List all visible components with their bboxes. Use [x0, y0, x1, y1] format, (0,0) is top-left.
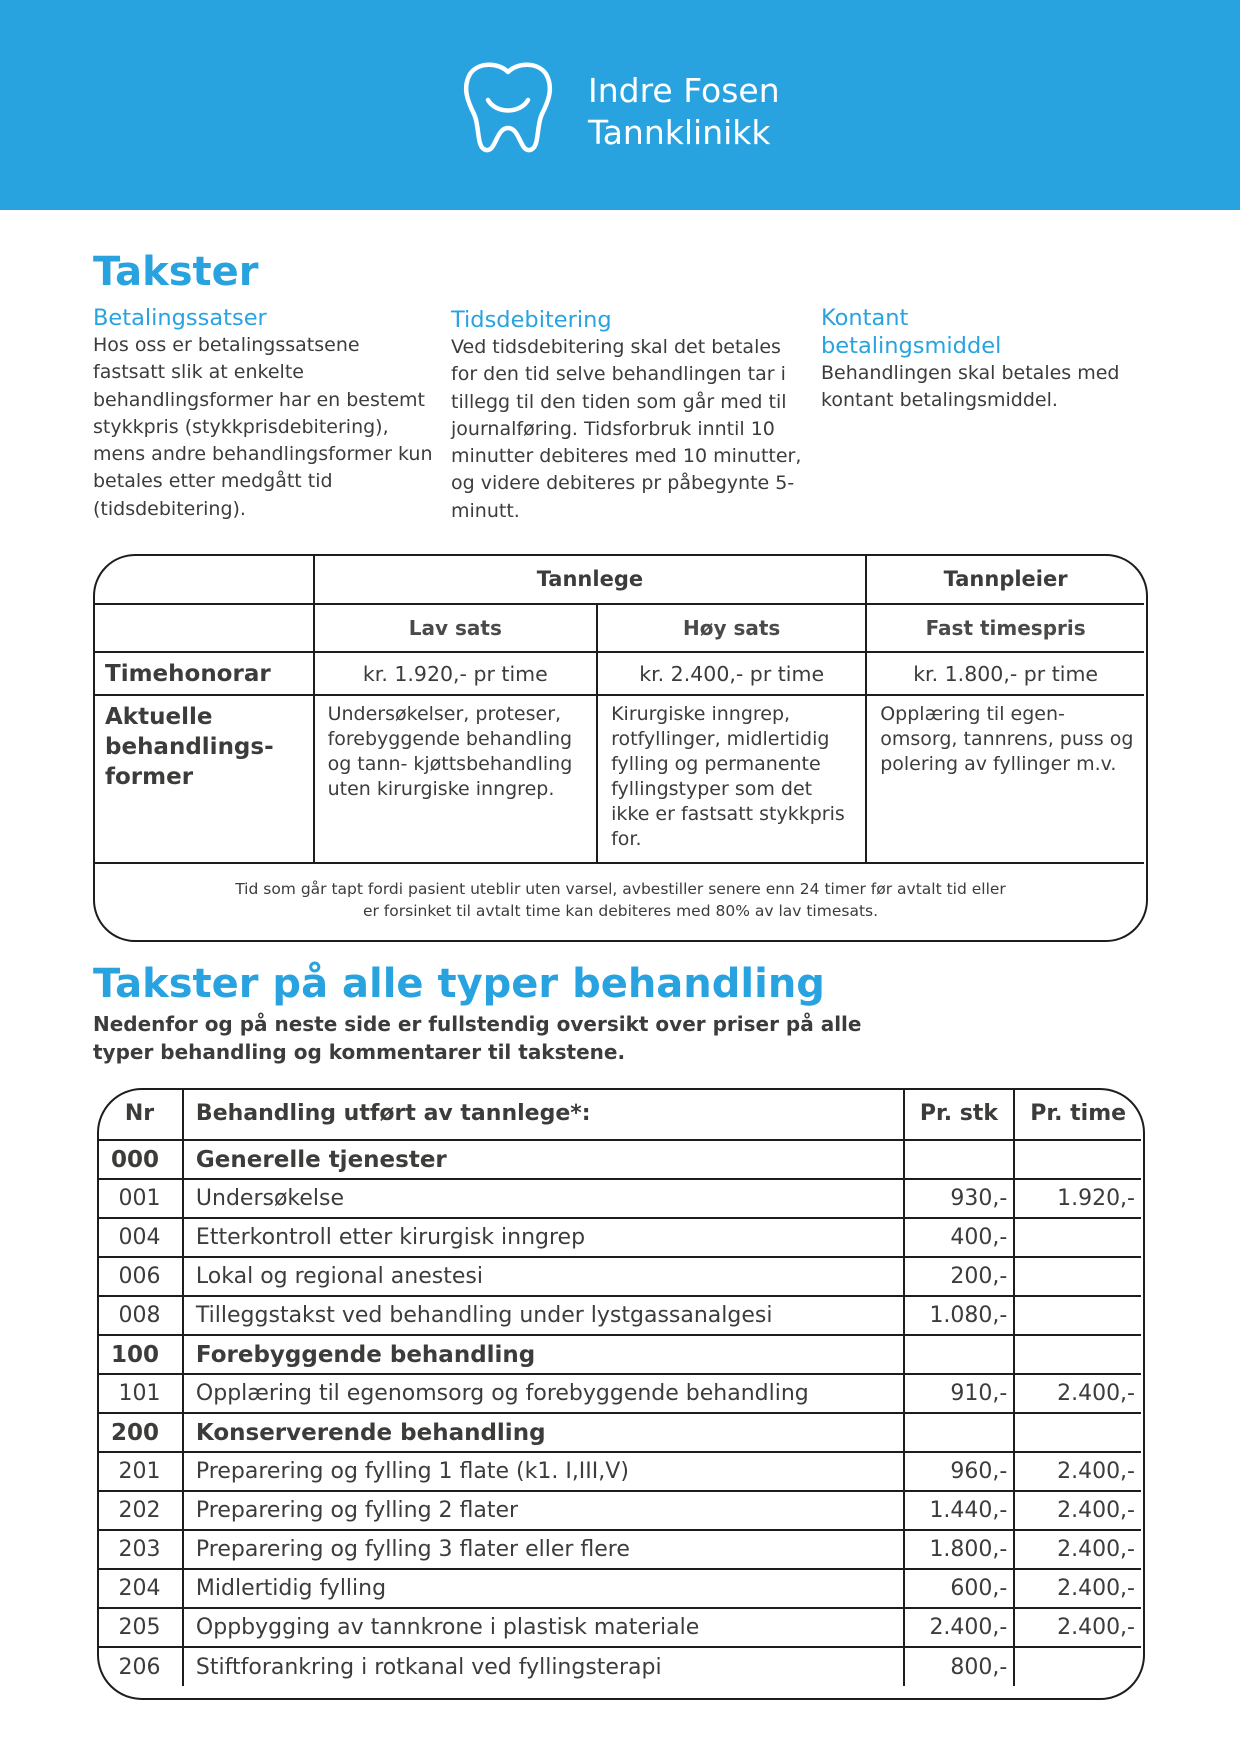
row-price-time: [1014, 1257, 1141, 1296]
clinic-name-line2: Tannklinikk: [588, 113, 771, 152]
rates-sub-low: Lav sats: [314, 604, 598, 652]
rates-sub-high: Høy sats: [597, 604, 866, 652]
row-nr: 206: [97, 1647, 183, 1686]
row-name: Preparering og fylling 1 flate (k1. I,III,V): [183, 1452, 904, 1491]
section-intro-line2: typer behandling og kommentarer til takstene.: [93, 1040, 626, 1064]
row-nr: 205: [97, 1608, 183, 1647]
row-name: Tilleggstakst ved behandling under lystgassanalgesi: [183, 1296, 904, 1335]
column-tidsdebitering: [451, 306, 801, 525]
section-intro-line1: Nedenfor og på neste side er fullstendig oversikt over priser på alle: [93, 1012, 862, 1036]
rates-note: [95, 878, 1146, 922]
column-heading: Tidsdebitering: [451, 307, 612, 333]
row-name: Preparering og fylling 3 flater eller flere: [183, 1530, 904, 1569]
table-group-row: [97, 1413, 1141, 1452]
rates-sub-fixed: Fast timespris: [866, 604, 1144, 652]
section-title: Takster på alle typer behandling: [93, 961, 825, 1007]
row-name: Opplæring til egenomsorg og forebyggende behandling: [183, 1374, 904, 1413]
rates-types-fixed: Opplæring til egen- omsorg, tannrens, puss og polering av fyllinger m.v.: [866, 695, 1144, 863]
table-row: [97, 1296, 1141, 1335]
rates-group-tannpleier: Tannpleier: [866, 554, 1144, 604]
clinic-name: [588, 70, 780, 154]
row-price-time: 2.400,-: [1014, 1374, 1141, 1413]
row-price-time: 2.400,-: [1014, 1608, 1141, 1647]
row-nr: 202: [97, 1491, 183, 1530]
rates-corner-cell: [93, 554, 314, 604]
row-price-time: [1014, 1335, 1141, 1374]
row-price-time: 1.920,-: [1014, 1179, 1141, 1218]
row-price-stk: 1.440,-: [904, 1491, 1015, 1530]
row-price-stk: [904, 1413, 1015, 1452]
row-price-stk: [904, 1335, 1015, 1374]
table-row: [97, 1218, 1141, 1257]
row-price-time: 2.400,-: [1014, 1530, 1141, 1569]
rates-note-line2: er forsinket til avtalt time kan debiteres med 80% av lav timesats.: [362, 902, 879, 920]
section-intro: [93, 1010, 913, 1066]
row-price-stk: 930,-: [904, 1179, 1015, 1218]
rates-table: [93, 554, 1148, 942]
table-row: [97, 1374, 1141, 1413]
row-price-time: 2.400,-: [1014, 1491, 1141, 1530]
page-title: Takster: [93, 249, 259, 295]
table-row: [97, 1530, 1141, 1569]
price-table: [97, 1088, 1145, 1700]
row-name: Preparering og fylling 2 flater: [183, 1491, 904, 1530]
row-nr: 204: [97, 1569, 183, 1608]
row-name: Oppbygging av tannkrone i plastisk materiale: [183, 1608, 904, 1647]
row-name: Etterkontroll etter kirurgisk inngrep: [183, 1218, 904, 1257]
column-kontant: [821, 304, 1171, 415]
row-nr: 006: [97, 1257, 183, 1296]
price-table-header: [97, 1088, 1141, 1140]
row-price-stk: 400,-: [904, 1218, 1015, 1257]
rates-types-low: Undersøkelser, proteser, forebyggende behandling og tann- kjøttsbehandling uten kirurgiske inngrep.: [314, 695, 598, 863]
column-heading: Kontant betalingsmiddel: [821, 305, 1002, 359]
row-nr: 008: [97, 1296, 183, 1335]
col-header-time: Pr. time: [1014, 1088, 1141, 1140]
row-name: Lokal og regional anestesi: [183, 1257, 904, 1296]
col-header-stk: Pr. stk: [904, 1088, 1015, 1140]
row-nr: 203: [97, 1530, 183, 1569]
header-banner: [0, 0, 1240, 210]
row-price-stk: 960,-: [904, 1452, 1015, 1491]
row-name: Stiftforankring i rotkanal ved fyllingsterapi: [183, 1647, 904, 1686]
table-row: [97, 1569, 1141, 1608]
row-name: Forebyggende behandling: [183, 1335, 904, 1374]
row-name: Midlertidig fylling: [183, 1569, 904, 1608]
row-price-time: [1014, 1140, 1141, 1179]
row-name: Generelle tjenester: [183, 1140, 904, 1179]
table-row: [97, 1257, 1141, 1296]
table-group-row: [97, 1140, 1141, 1179]
rates-row-fee-label: Timehonorar: [93, 652, 314, 695]
tooth-smile-icon: [462, 58, 554, 154]
row-name: Konserverende behandling: [183, 1413, 904, 1452]
row-price-stk: 800,-: [904, 1647, 1015, 1686]
row-price-time: 2.400,-: [1014, 1452, 1141, 1491]
row-name: Undersøkelse: [183, 1179, 904, 1218]
row-price-time: 2.400,-: [1014, 1569, 1141, 1608]
table-row: [97, 1452, 1141, 1491]
rates-note-line1: Tid som går tapt fordi pasient uteblir uten varsel, avbestiller senere enn 24 timer før avtalt tid eller: [235, 880, 1006, 898]
rates-types-high: Kirurgiske inngrep, rotfyllinger, midlertidig fylling og permanente fyllingstyper som det ikke er fastsatt stykkpris for.: [597, 695, 866, 863]
row-price-stk: 1.080,-: [904, 1296, 1015, 1335]
row-price-stk: [904, 1140, 1015, 1179]
column-heading: Betalingssatser: [93, 305, 267, 331]
row-nr: 000: [97, 1140, 183, 1179]
column-body: Hos oss er betalingssatsene fastsatt slik at enkelte behandlingsformer har en bestemt stykkpris (stykkprisdebitering), mens andre behandlingsformer kun betales etter medgått tid (tidsdebitering).: [93, 334, 433, 520]
rates-fee-high: kr. 2.400,- pr time: [597, 652, 866, 695]
row-price-time: [1014, 1296, 1141, 1335]
row-nr: 100: [97, 1335, 183, 1374]
table-row: [97, 1491, 1141, 1530]
clinic-name-line1: Indre Fosen: [588, 71, 780, 110]
column-body: Ved tidsdebitering skal det betales for den tid selve behandlingen tar i tillegg til den tiden som går med til journalføring. Tidsforbruk inntil 10 minutter debiteres med 10 minutter, og videre debiteres pr påbegynte 5-minutt.: [451, 336, 802, 522]
row-price-stk: 910,-: [904, 1374, 1015, 1413]
row-price-stk: 600,-: [904, 1569, 1015, 1608]
row-price-time: [1014, 1413, 1141, 1452]
row-nr: 201: [97, 1452, 183, 1491]
rates-group-tannlege: Tannlege: [314, 554, 867, 604]
table-group-row: [97, 1335, 1141, 1374]
column-body: Behandlingen skal betales med kontant betalingsmiddel.: [821, 362, 1120, 412]
table-row: [97, 1179, 1141, 1218]
table-row: [97, 1647, 1141, 1686]
row-price-time: [1014, 1647, 1141, 1686]
col-header-nr: Nr: [97, 1088, 183, 1140]
row-nr: 101: [97, 1374, 183, 1413]
column-betalingssatser: [93, 304, 443, 523]
rates-fee-low: kr. 1.920,- pr time: [314, 652, 598, 695]
row-nr: 004: [97, 1218, 183, 1257]
row-price-stk: 200,-: [904, 1257, 1015, 1296]
row-price-time: [1014, 1218, 1141, 1257]
row-price-stk: 1.800,-: [904, 1530, 1015, 1569]
rates-corner-cell: [93, 604, 314, 652]
rates-row-types-label: Aktuelle behandlings- former: [93, 695, 314, 863]
rates-fee-fixed: kr. 1.800,- pr time: [866, 652, 1144, 695]
row-nr: 200: [97, 1413, 183, 1452]
table-row: [97, 1608, 1141, 1647]
row-price-stk: 2.400,-: [904, 1608, 1015, 1647]
col-header-name: Behandling utført av tannlege*:: [183, 1088, 904, 1140]
row-nr: 001: [97, 1179, 183, 1218]
